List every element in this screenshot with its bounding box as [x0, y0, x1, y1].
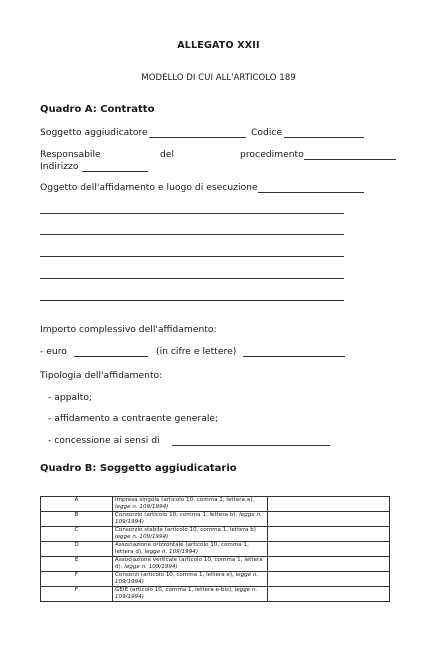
row-value[interactable]	[268, 512, 390, 527]
row-code: C	[41, 527, 113, 542]
oggetto-line-4[interactable]	[40, 278, 344, 279]
indirizzo-field[interactable]	[82, 171, 148, 172]
tipologia-label: Tipologia dell'affidamento:	[40, 370, 163, 381]
responsabile-label: Responsabile	[40, 149, 101, 160]
row-desc-text: GEIE (articolo 10, comma 1, lettera e-bis),	[115, 587, 233, 593]
oggetto-line-5[interactable]	[40, 300, 344, 301]
table-row	[41, 527, 390, 542]
option-contraente: - affidamento a contraente generale;	[48, 413, 219, 424]
oggetto-line-1[interactable]	[40, 213, 344, 214]
codice-field[interactable]	[284, 137, 364, 138]
oggetto-field[interactable]	[258, 192, 364, 193]
row-desc	[113, 557, 268, 572]
row-code: A	[41, 497, 113, 512]
row-desc-text: Associazione orizzontale (articolo 10, comma 1, lettera d),	[115, 542, 249, 555]
row-ref: legge n. 109/1994)	[115, 587, 258, 600]
row-value[interactable]	[268, 542, 390, 557]
row-desc-text: Consorzio (articolo 10, comma 1, lettera b),	[115, 512, 238, 518]
euro-field[interactable]	[74, 356, 148, 357]
responsabile-field[interactable]	[304, 159, 396, 160]
row-ref: legge n. 109/1994)	[115, 504, 169, 510]
row-ref: legge n. 109/1994)	[144, 549, 199, 555]
row-value[interactable]	[268, 497, 390, 512]
row-value[interactable]	[268, 587, 390, 602]
row-value[interactable]	[268, 572, 390, 587]
row-ref: legge n. 109/1994)	[115, 512, 262, 525]
row-desc	[113, 527, 268, 542]
row-desc	[113, 512, 268, 527]
option-concessione: - concessione ai sensi di	[48, 435, 160, 446]
row-desc-text: Associazione verticale (articolo 10, comma 1, lettera d),	[115, 557, 263, 570]
row-code: B	[41, 512, 113, 527]
soggetto-label: Soggetto aggiudicatore	[40, 127, 148, 138]
del-label: del	[160, 149, 175, 160]
row-desc	[113, 587, 268, 602]
row-ref: legge n. 109/1994)	[115, 572, 259, 585]
euro-label: - euro	[40, 346, 67, 357]
oggetto-line-3[interactable]	[40, 256, 344, 257]
row-value[interactable]	[268, 527, 390, 542]
quadro-a-heading: Quadro A: Contratto	[40, 104, 155, 115]
row-desc	[113, 572, 268, 587]
procedimento-label: procedimento	[240, 149, 304, 160]
codice-label: Codice	[251, 127, 283, 138]
row-code: E	[41, 557, 113, 572]
row-value[interactable]	[268, 557, 390, 572]
table-row	[41, 542, 390, 557]
page-title: ALLEGATO XXII	[177, 40, 260, 51]
cifre-field[interactable]	[243, 356, 345, 357]
importo-label: Importo complessivo dell'affidamento:	[40, 324, 217, 335]
concessione-field[interactable]	[172, 445, 330, 446]
row-desc	[113, 542, 268, 557]
page-subtitle: MODELLO DI CUI ALL'ARTICOLO 189	[141, 73, 296, 83]
table-row	[41, 512, 390, 527]
row-code: F	[41, 572, 113, 587]
oggetto-label: Oggetto dell'affidamento e luogo di esecuzione	[40, 182, 258, 193]
table-row	[41, 497, 390, 512]
row-desc	[113, 497, 268, 512]
oggetto-line-2[interactable]	[40, 234, 344, 235]
table-row	[41, 557, 390, 572]
row-desc-text: Impresa singola (articolo 10, comma 1, lettera a),	[115, 497, 255, 503]
quadro-b-heading: Quadro B: Soggetto aggiudicatario	[40, 463, 237, 474]
aggiudicatario-table	[40, 496, 390, 602]
row-ref: legge n. 109/1994)	[115, 534, 169, 540]
table-row	[41, 572, 390, 587]
soggetto-field[interactable]	[149, 137, 246, 138]
option-appalto: - appalto;	[48, 392, 93, 403]
table-row	[41, 587, 390, 602]
row-code: F	[41, 587, 113, 602]
row-code: D	[41, 542, 113, 557]
row-desc-text: Consorzio stabile (articolo 10, comma 1, lettera b)	[115, 527, 256, 533]
indirizzo-label: Indirizzo	[40, 161, 79, 172]
cifre-label: (in cifre e lettere)	[156, 346, 237, 357]
row-ref: legge n. 109/1994)	[124, 564, 178, 570]
row-desc-text: Consorzi (articolo 10, comma 1, lettera e),	[115, 572, 234, 578]
